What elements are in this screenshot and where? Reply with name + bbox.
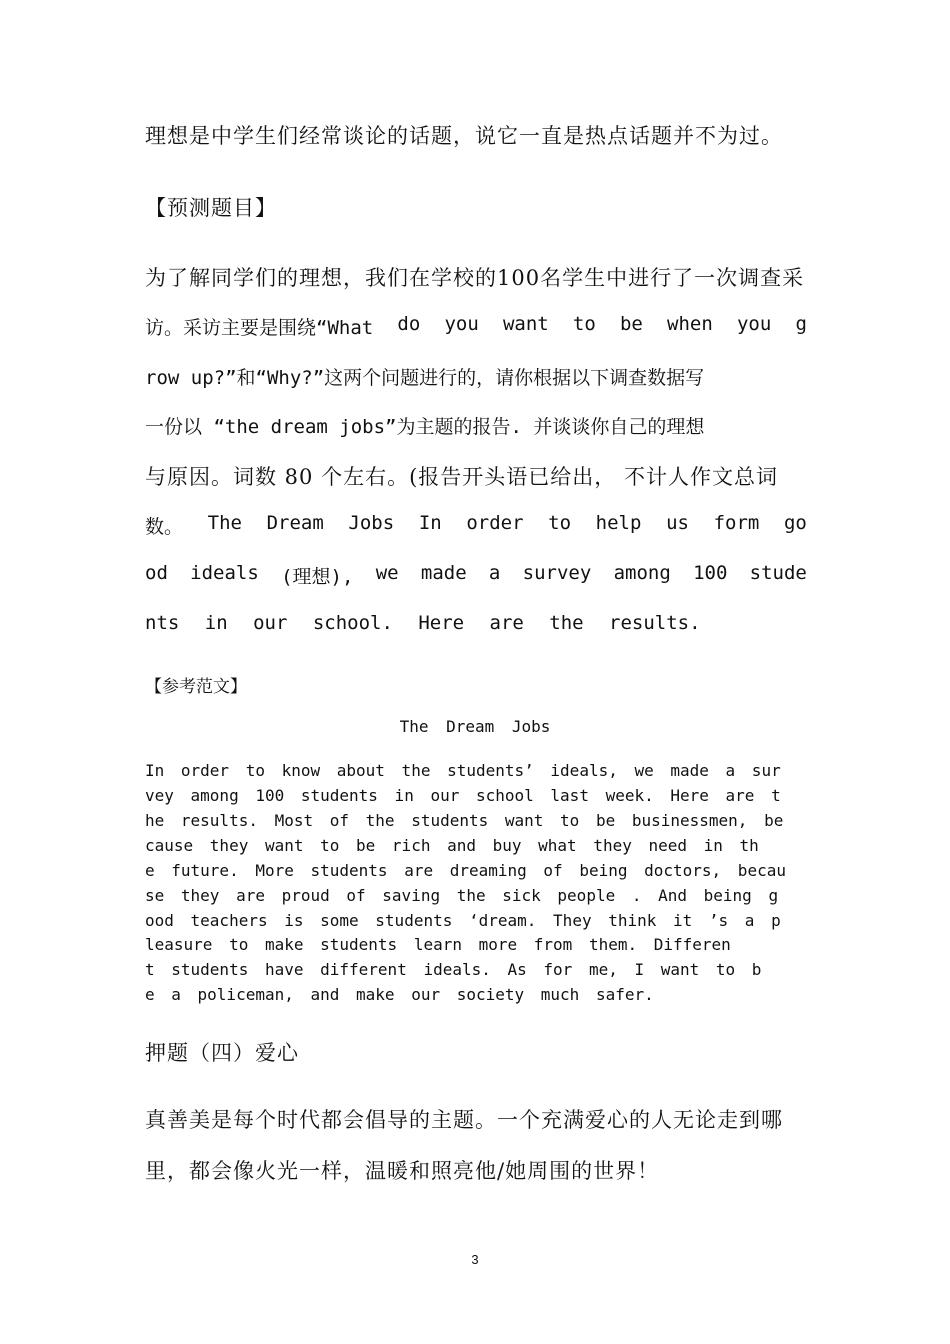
essay-line: cause they want to be rich and buy what they need in th [145,836,759,855]
reference-title: The Dream Jobs [399,717,551,736]
essay-line: In order to know about the students’ ideals, we made a sur [145,761,781,780]
essay-line: se they are proud of saving the sick people . And being g [145,886,779,905]
paragraph-line: 与原因。词数 80 个左右。(报告开头语已给出， 不计人作文总词 [145,465,778,489]
essay-line: vey among 100 students in our school last week. Here are t [145,786,781,805]
paragraph-line: 访。采访主要是围绕“What do you want to be when you g [145,313,807,339]
essay-line: e a policeman, and make our society much safer. [145,985,654,1004]
paragraph-line: 里，都会像火光一样，温暖和照亮他/她周围的世界！ [145,1159,660,1183]
essay-line: t students have different ideals. As for me, I want to b [145,960,762,979]
paragraph-line: 一份以 “the dream jobs”为主题的报告. 并谈谈你自己的理想 [145,416,705,438]
section-four-heading: 押题（四）爱心 [145,1041,299,1065]
essay-line: e future. More students are dreaming of being doctors, becau [145,861,786,880]
page-number: 3 [471,1252,479,1267]
reference-heading: 【参考范文】 [145,677,247,697]
essay-line: ood teachers is some students ‘dream. They think it ’s a p [145,911,781,930]
paragraph-line: 数。 The Dream Jobs In order to help us form go [145,512,807,538]
paragraph-line: row up?”和“Why?”这两个问题进行的，请你根据以下调查数据写 [145,367,705,389]
paragraph-line: 为了解同学们的理想，我们在学校的100名学生中进行了一次调查采 [145,266,805,290]
prediction-heading: 【预测题目】 [145,196,277,220]
intro-paragraph: 理想是中学生们经常谈论的话题，说它一直是热点话题并不为过。 [145,124,783,148]
essay-line: leasure to make students learn more from them. Differen [145,935,731,954]
paragraph-line: nts in our school. Here are the results. [145,612,701,634]
paragraph-line: od ideals (理想), we made a survey among 100 stude [145,562,807,588]
paragraph-line: 真善美是每个时代都会倡导的主题。一个充满爱心的人无论走到哪 [145,1108,783,1132]
essay-line: he results. Most of the students want to be businessmen, be [145,811,784,830]
